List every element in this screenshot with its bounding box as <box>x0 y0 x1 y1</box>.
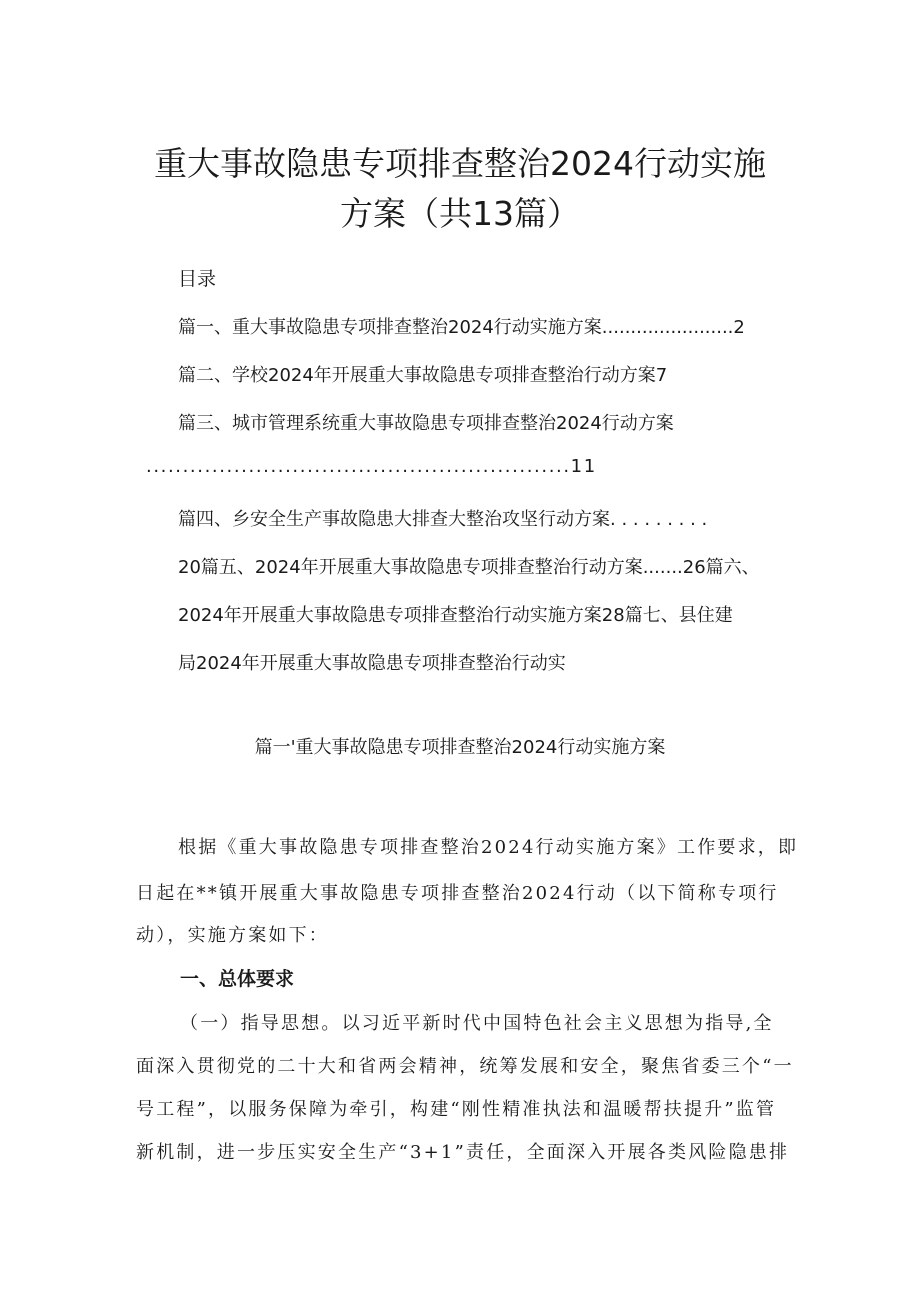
toc-entry-3[interactable]: 篇三、城市管理系统重大事故隐患专项排查整治2024行动方案 <box>178 413 674 434</box>
toc-entry-7[interactable]: 局2024年开展重大事故隐患专项排查整治行动实 <box>178 653 566 674</box>
toc-entry-2[interactable]: 篇二、学校2024年开展重大事故隐患专项排查整治行动方案7 <box>178 365 668 386</box>
toc-entry-5[interactable]: 20篇五、2024年开展重大事故隐患专项排查整治行动方案.......26篇六、 <box>178 557 760 578</box>
paragraph-2-line-1: （一）指导思想。以习近平新时代中国特色社会主义思想为指导,全 <box>180 1013 774 1034</box>
paragraph-2-line-4: 新机制，进一步压实安全生产“3+1”责任，全面深入开展各类风险隐患排 <box>136 1142 790 1163</box>
toc-heading: 目录 <box>178 268 217 290</box>
section-title: 篇一'重大事故隐患专项排查整治2024行动实施方案 <box>254 737 666 758</box>
paragraph-1-line-3: 动），实施方案如下： <box>136 925 329 946</box>
document-title-line-1: 重大事故隐患专项排查整治2024行动实施 <box>154 144 766 183</box>
paragraph-1-line-2: 日起在**镇开展重大事故隐患专项排查整治2024行动（以下简称专项行 <box>136 883 779 904</box>
paragraph-1-line-1: 根据《重大事故隐患专项排查整治2024行动实施方案》工作要求，即 <box>178 837 799 858</box>
toc-entry-3-dots: ..........................................................11 <box>146 456 597 477</box>
toc-entry-1[interactable]: 篇一、重大事故隐患专项排查整治2024行动实施方案.......................2 <box>178 317 745 338</box>
heading-general-requirements: 一、总体要求 <box>180 968 295 990</box>
toc-entry-4[interactable]: 篇四、乡安全生产事故隐患大排查大整治攻坚行动方案. . . . . . . . . <box>178 509 708 530</box>
paragraph-2-line-3: 号工程”，以服务保障为牵引，构建“刚性精准执法和温暖帮扶提升”监管 <box>136 1099 777 1120</box>
document-title-line-2: 方案（共13篇） <box>340 194 580 233</box>
toc-entry-6[interactable]: 2024年开展重大事故隐患专项排查整治行动实施方案28篇七、县住建 <box>178 605 733 626</box>
paragraph-2-line-2: 面深入贯彻党的二十大和省两会精神，统筹发展和安全，聚焦省委三个“一 <box>136 1056 794 1077</box>
